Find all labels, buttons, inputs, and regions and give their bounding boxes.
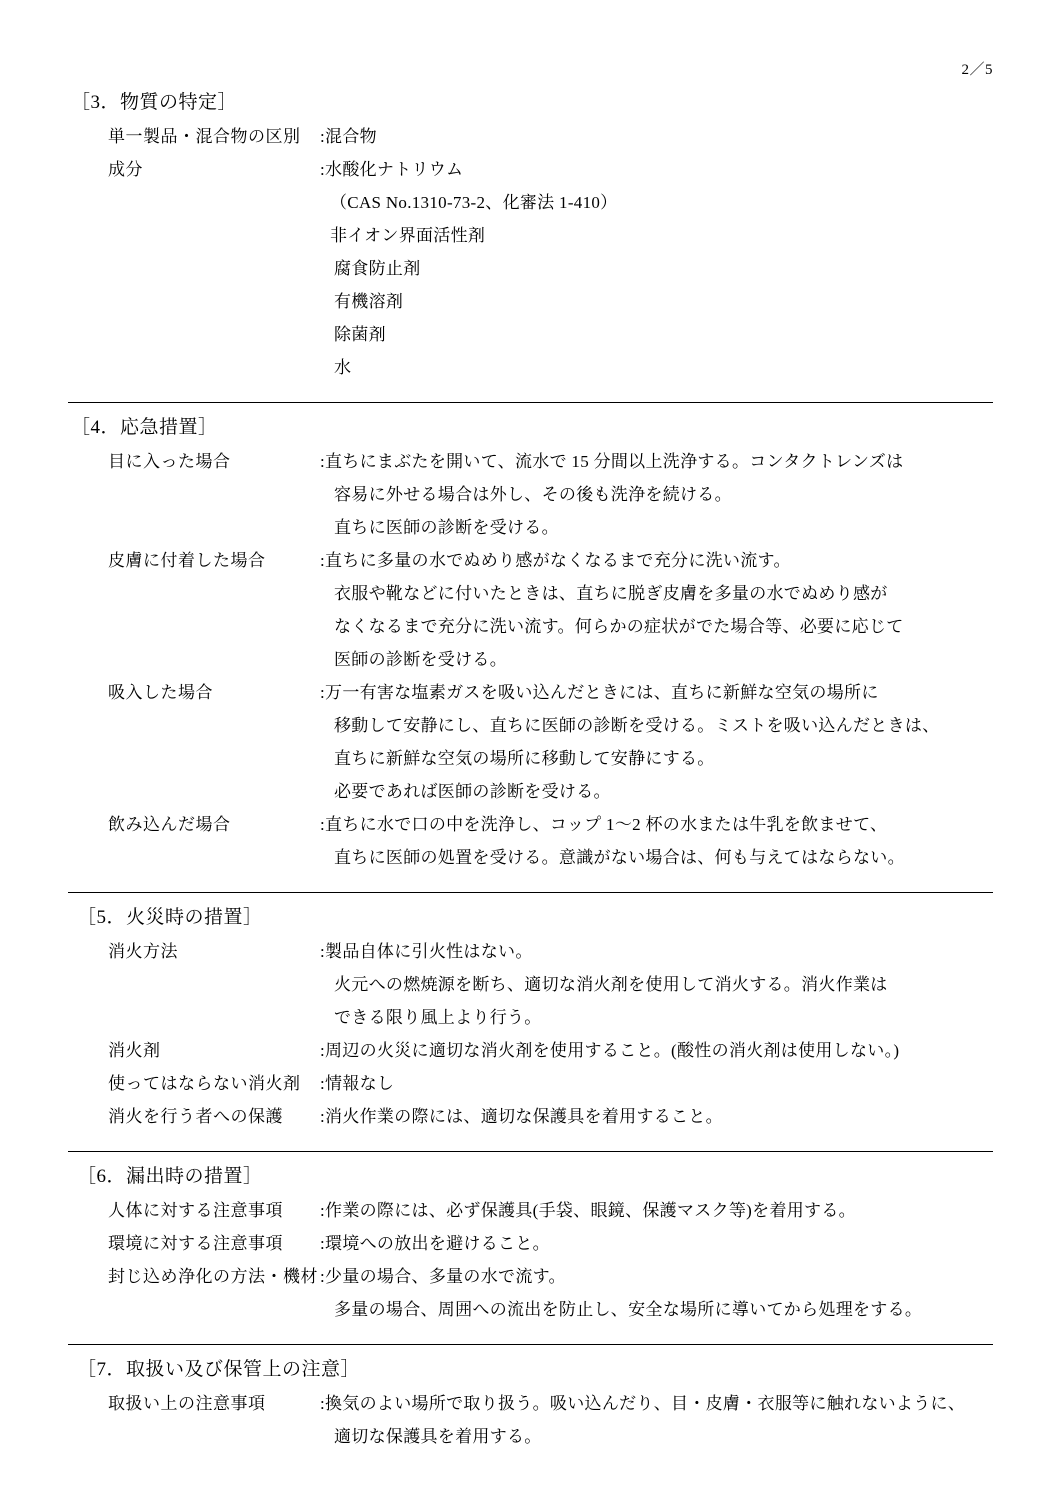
section-divider xyxy=(68,1151,993,1152)
section-fire-fighting xyxy=(68,892,993,1151)
value-line: 水 xyxy=(334,358,352,377)
field-value xyxy=(320,1067,993,1100)
field-label: 人体に対する注意事項 xyxy=(108,1201,283,1220)
field-label: 皮膚に付着した場合 xyxy=(108,551,266,570)
value-line: :混合物 xyxy=(320,127,377,146)
field-value xyxy=(320,445,993,544)
field-value xyxy=(320,935,993,1034)
field-value xyxy=(320,808,993,874)
section-first-aid xyxy=(68,402,993,892)
value-line: :万一有害な塩素ガスを吸い込んだときには、直ちに新鮮な空気の場所に xyxy=(320,683,879,702)
field-row xyxy=(68,808,993,874)
field-label: 消火を行う者への保護 xyxy=(108,1107,283,1126)
document-content xyxy=(68,78,993,1453)
field-row xyxy=(68,1260,993,1326)
section-accidental-release xyxy=(68,1151,993,1344)
field-label: 目に入った場合 xyxy=(108,452,231,471)
value-line: できる限り風上より行う。 xyxy=(334,1008,542,1027)
field-row xyxy=(68,1100,993,1133)
value-line: 必要であれば医師の診断を受ける。 xyxy=(334,782,611,801)
field-label: 使ってはならない消火剤 xyxy=(108,1074,301,1093)
field-row xyxy=(68,120,993,153)
value-line: :製品自体に引火性はない。 xyxy=(320,942,533,961)
field-label: 環境に対する注意事項 xyxy=(108,1234,283,1253)
value-line: 有機溶剤 xyxy=(334,292,404,311)
page-number: 2／5 xyxy=(961,62,993,78)
value-line: 適切な保護具を着用する。 xyxy=(334,1427,542,1446)
value-line: なくなるまで充分に洗い流す。何らかの症状がでた場合等、必要に応じて xyxy=(334,617,904,636)
value-line: :少量の場合、多量の水で流す。 xyxy=(320,1267,566,1286)
field-row xyxy=(68,544,993,676)
field-row xyxy=(68,1227,993,1260)
field-row xyxy=(68,1387,993,1453)
section-title: ［6．漏出時の措置］ xyxy=(77,1166,263,1187)
field-label: 飲み込んだ場合 xyxy=(108,815,231,834)
section-title: ［7．取扱い及び保管上の注意］ xyxy=(77,1359,361,1380)
value-line: :情報なし xyxy=(320,1074,395,1093)
value-line: :作業の際には、必ず保護具(手袋、眼鏡、保護マスク等)を着用する。 xyxy=(320,1201,856,1220)
field-row xyxy=(68,153,993,384)
field-row xyxy=(68,676,993,808)
section-divider xyxy=(68,402,993,403)
value-line: 除菌剤 xyxy=(334,325,386,344)
value-line: :直ちにまぶたを開いて、流水で 15 分間以上洗浄する。コンタクトレンズは xyxy=(320,452,904,471)
field-value xyxy=(320,1194,993,1227)
value-line: 多量の場合、周囲への流出を防止し、安全な場所に導いてから処理をする。 xyxy=(334,1300,923,1319)
value-line: 衣服や靴などに付いたときは、直ちに脱ぎ皮膚を多量の水でぬめり感が xyxy=(334,584,888,603)
section-divider xyxy=(68,892,993,893)
field-label: 消火方法 xyxy=(108,942,178,961)
field-value xyxy=(320,1227,993,1260)
field-value xyxy=(320,1260,993,1326)
value-line: 移動して安静にし、直ちに医師の診断を受ける。ミストを吸い込んだときは、 xyxy=(334,716,940,735)
field-row xyxy=(68,1194,993,1227)
value-line: 容易に外せる場合は外し、その後も洗浄を続ける。 xyxy=(334,485,732,504)
value-line: :消火作業の際には、適切な保護具を着用すること。 xyxy=(320,1107,723,1126)
field-value xyxy=(320,676,993,808)
field-row xyxy=(68,445,993,544)
field-value xyxy=(320,544,993,676)
field-label: 単一製品・混合物の区別 xyxy=(108,127,301,146)
section-handling-storage xyxy=(68,1344,993,1453)
field-label: 封じ込め浄化の方法・機材 xyxy=(108,1267,318,1286)
field-row xyxy=(68,1034,993,1067)
value-line: 直ちに新鮮な空気の場所に移動して安静にする。 xyxy=(334,749,715,768)
value-line: 非イオン界面活性剤 xyxy=(330,226,486,245)
value-line: 直ちに医師の処置を受ける。意識がない場合は、何も与えてはならない。 xyxy=(334,848,905,867)
value-line: :換気のよい場所で取り扱う。吸い込んだり、目・皮膚・衣服等に触れないように、 xyxy=(320,1394,966,1413)
section-title: ［4．応急措置］ xyxy=(71,417,218,438)
value-line: 医師の診断を受ける。 xyxy=(334,650,507,669)
value-line: :周辺の火災に適切な消火剤を使用すること。(酸性の消火剤は使用しない。) xyxy=(320,1041,900,1060)
value-line: :水酸化ナトリウム xyxy=(320,160,464,179)
field-row xyxy=(68,1067,993,1100)
value-line: 火元への燃焼源を断ち、適切な消火剤を使用して消火する。消火作業は xyxy=(334,975,888,994)
field-value xyxy=(320,153,993,384)
value-line: :環境への放出を避けること。 xyxy=(320,1234,550,1253)
section-title: ［5．火災時の措置］ xyxy=(77,907,263,928)
section-divider xyxy=(68,1344,993,1345)
value-line: （CAS No.1310-73-2、化審法 1-410） xyxy=(330,193,618,212)
value-line: :直ちに水で口の中を洗浄し、コップ 1〜2 杯の水または牛乳を飲ませて、 xyxy=(320,815,888,834)
field-value xyxy=(320,120,993,153)
value-line: :直ちに多量の水でぬめり感がなくなるまで充分に洗い流す。 xyxy=(320,551,791,570)
field-label: 消火剤 xyxy=(108,1041,161,1060)
value-line: 直ちに医師の診断を受ける。 xyxy=(334,518,559,537)
field-label: 取扱い上の注意事項 xyxy=(108,1394,266,1413)
field-label: 吸入した場合 xyxy=(108,683,213,702)
field-label: 成分 xyxy=(108,160,143,179)
section-substance-identification xyxy=(68,87,993,402)
field-row xyxy=(68,935,993,1034)
field-value xyxy=(320,1034,993,1067)
section-title: ［3．物質の特定］ xyxy=(71,92,238,113)
field-value xyxy=(320,1100,993,1133)
value-line: 腐食防止剤 xyxy=(334,259,421,278)
field-value xyxy=(320,1387,993,1453)
